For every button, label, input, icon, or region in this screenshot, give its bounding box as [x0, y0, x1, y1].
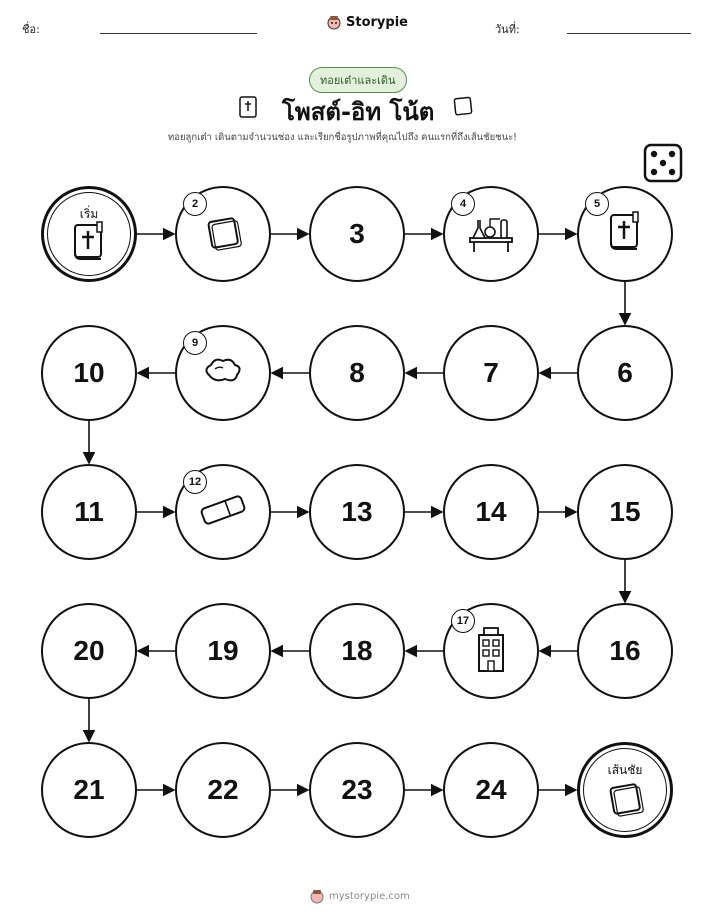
board-space-16	[577, 603, 673, 699]
space-number-badge: 5	[585, 192, 609, 216]
footer-site: mystorypie.com	[329, 890, 410, 902]
space-number-badge: 12	[183, 470, 207, 494]
space-number: 7	[483, 357, 499, 388]
board-space-21	[41, 742, 137, 838]
board-space-19	[175, 603, 271, 699]
board-space-7	[443, 325, 539, 421]
finish-label: เส้นชัย	[607, 763, 643, 777]
space-number-badge: 9	[183, 331, 207, 355]
space-number-badge: 4	[451, 192, 475, 216]
sticky-note-icon	[203, 212, 243, 256]
space-number-badge: 17	[451, 609, 475, 633]
space-number: 22	[207, 774, 239, 805]
board-space-15	[577, 464, 673, 560]
space-number: 21	[73, 774, 105, 805]
space-number: 18	[341, 635, 373, 666]
lab-bench-icon	[466, 210, 516, 258]
start-label: เริ่ม	[79, 207, 99, 221]
puddle-icon	[201, 355, 245, 391]
space-number-badge: 2	[183, 192, 207, 216]
board-space-23	[309, 742, 405, 838]
board-space-13	[309, 464, 405, 560]
finish-space	[577, 742, 673, 838]
brand-name: Storypie	[346, 14, 408, 30]
pig-mascot-icon	[309, 888, 325, 904]
board-space-6	[577, 325, 673, 421]
space-number: 6	[617, 357, 633, 388]
board-space-17	[443, 603, 539, 699]
board-space-14	[443, 464, 539, 560]
space-number: 19	[207, 635, 239, 666]
activity-tag: ทอยเต๋าและเดิน	[309, 67, 407, 93]
space-number: 13	[341, 496, 373, 527]
date-label: วันที่:	[495, 23, 520, 36]
eraser-icon	[198, 494, 248, 530]
bible-icon	[605, 210, 645, 258]
board-space-24	[443, 742, 539, 838]
board-space-5	[577, 186, 673, 282]
board-space-18	[309, 603, 405, 699]
board-space-22	[175, 742, 271, 838]
building-icon	[474, 625, 508, 677]
space-number: 15	[609, 496, 641, 527]
sticky-note-icon	[605, 778, 645, 822]
worksheet-title: โพสต์-อิท โน้ต	[282, 98, 435, 126]
board-space-2	[175, 186, 271, 282]
space-number: 11	[74, 496, 104, 527]
board-space-20	[41, 603, 137, 699]
bible-icon	[69, 220, 109, 268]
board-space-10	[41, 325, 137, 421]
space-number: 8	[349, 357, 365, 388]
board-space-3	[309, 186, 405, 282]
board-space-12	[175, 464, 271, 560]
board-space-4	[443, 186, 539, 282]
space-number: 23	[341, 774, 373, 805]
space-number: 10	[73, 357, 105, 388]
board-space-11	[41, 464, 137, 560]
space-number: 16	[609, 635, 641, 666]
start-space	[41, 186, 137, 282]
name-label: ชื่อ:	[22, 23, 40, 36]
board-space-8	[309, 325, 405, 421]
board-space-9	[175, 325, 271, 421]
space-number: 20	[73, 635, 105, 666]
space-number: 3	[349, 218, 365, 249]
space-number: 14	[475, 496, 507, 527]
instructions: ทอยลูกเต๋า เดินตามจำนวนช่อง และเรียกชื่อรูปภาพที่คุณไปถึง คนแรกที่ถึงเส้นชัยชนะ!	[168, 132, 517, 143]
space-number: 24	[475, 774, 507, 805]
footer	[309, 888, 410, 904]
